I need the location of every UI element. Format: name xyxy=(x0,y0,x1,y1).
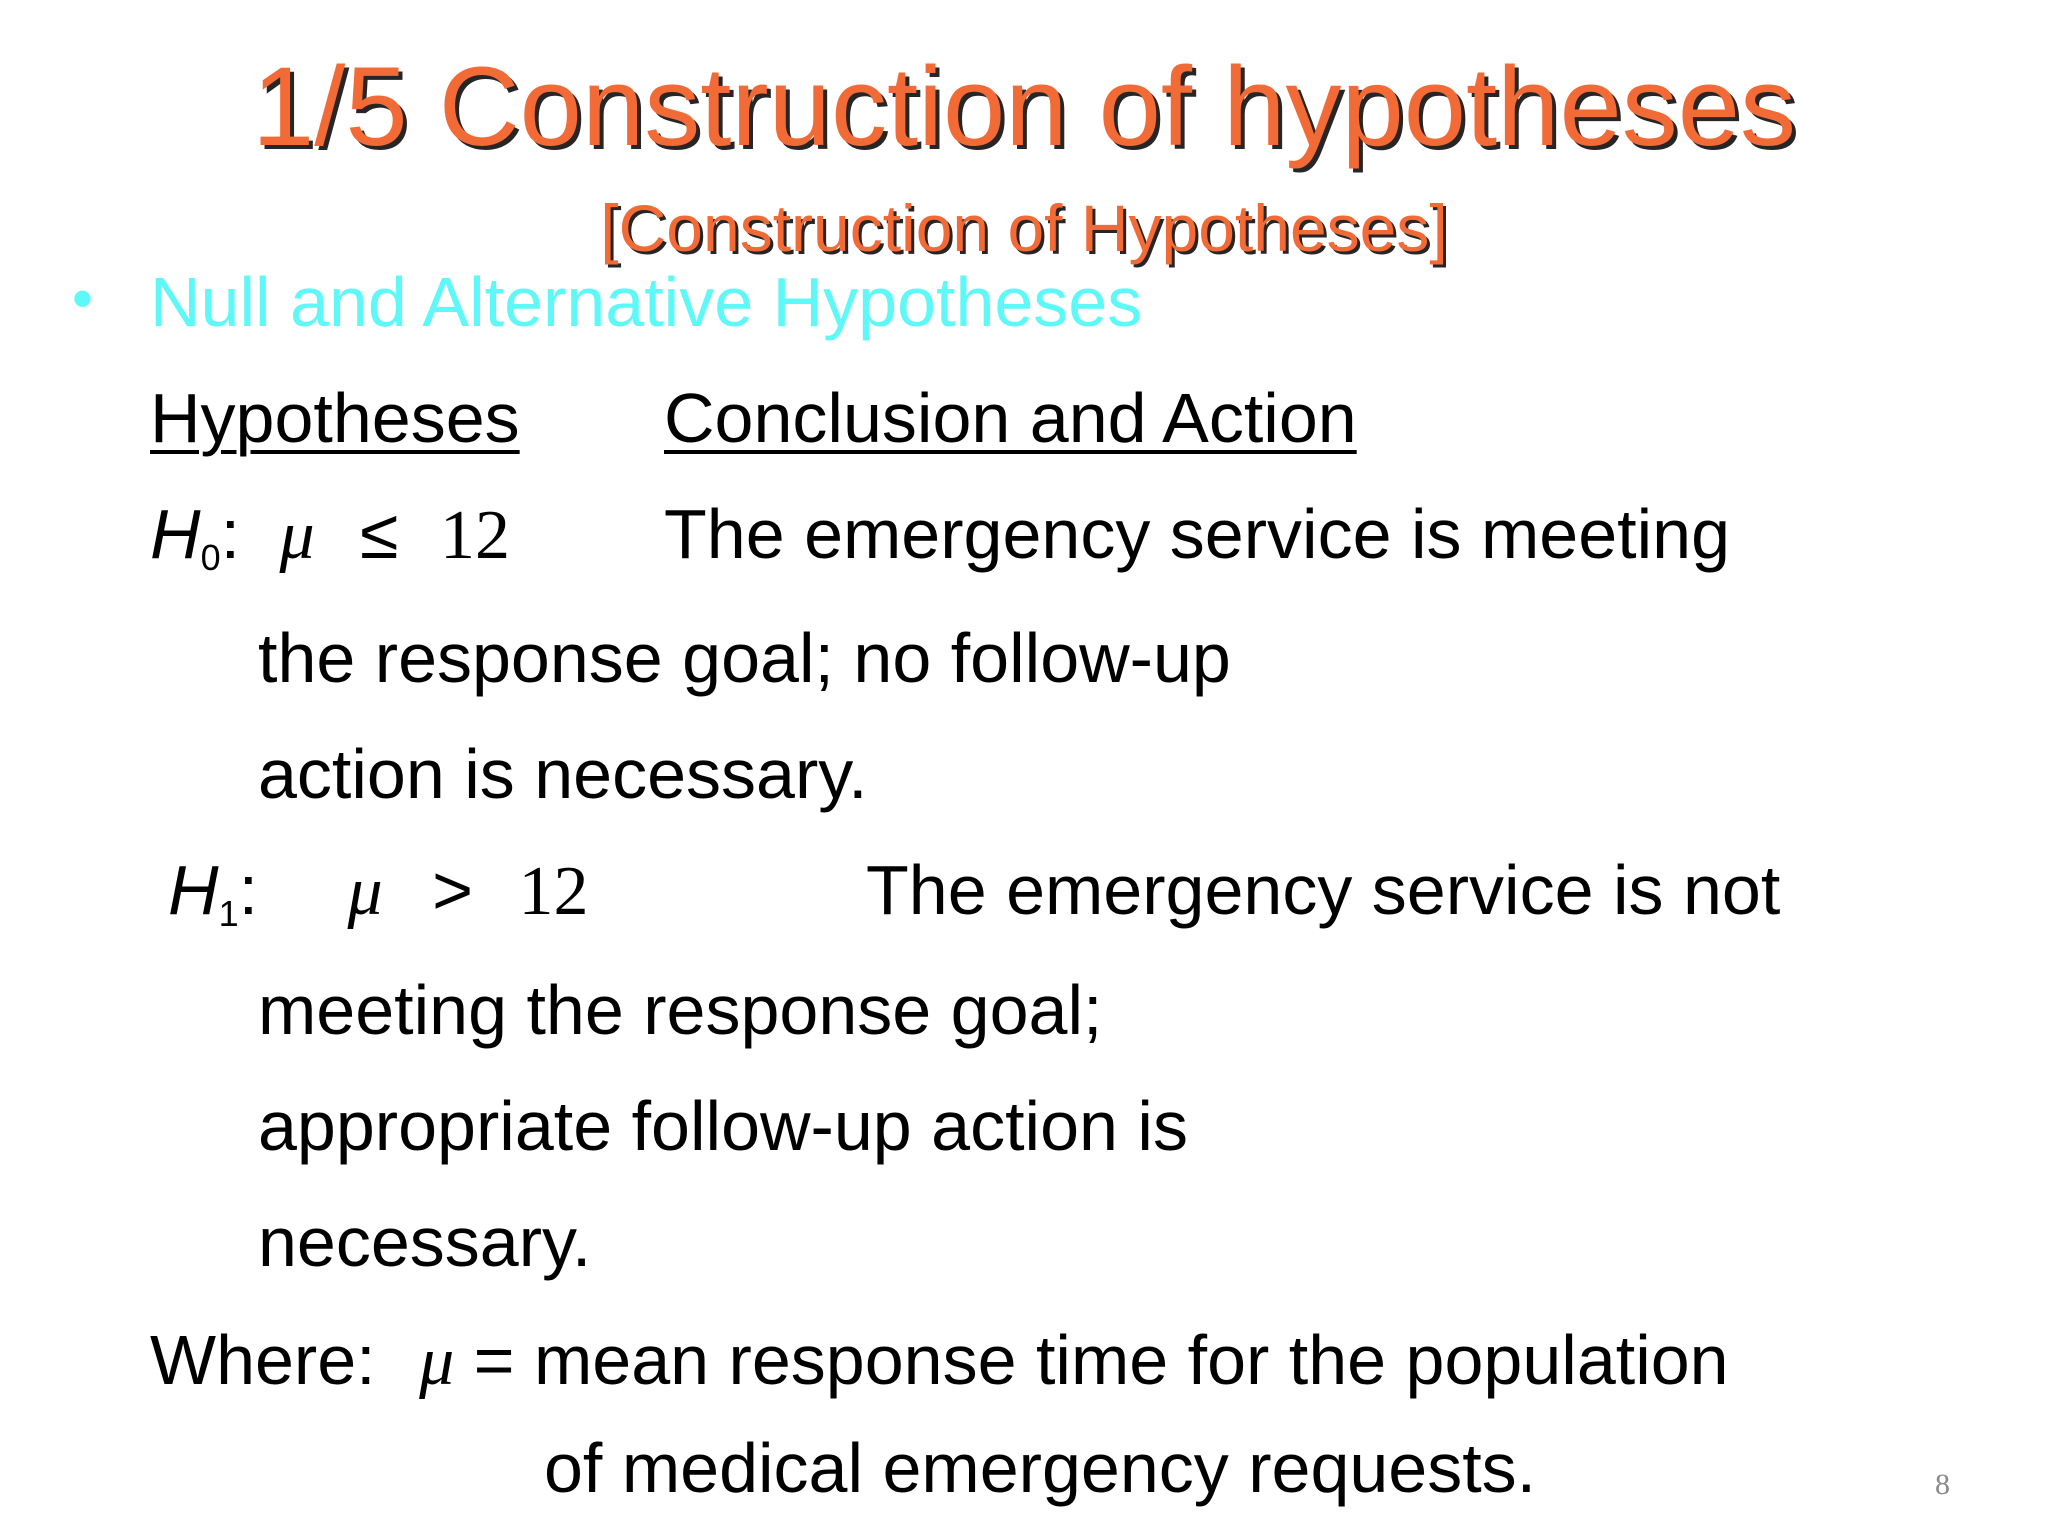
where-line xyxy=(150,1320,1729,1402)
slide-title: 1/5 Construction of hypotheses xyxy=(251,44,1797,169)
h1-subscript: 1 xyxy=(218,893,239,934)
header-conclusion: Conclusion and Action xyxy=(664,379,1357,457)
h1-mu: μ xyxy=(347,853,383,930)
h1-value: 12 xyxy=(518,853,589,930)
h0-action-cont-1: the response goal; no follow-up xyxy=(258,619,1231,697)
h0-action-cont-2: action is necessary. xyxy=(258,735,868,813)
h0-symbol: H xyxy=(150,495,201,573)
h0-colon: : xyxy=(220,495,241,573)
h1-action-cont-1: meeting the response goal; xyxy=(258,971,1103,1049)
bullet-text: Null and Alternative Hypotheses xyxy=(150,263,1143,341)
h1-expression xyxy=(168,850,588,935)
h0-value: 12 xyxy=(439,497,510,574)
where-cont: of medical emergency requests. xyxy=(544,1429,1537,1507)
h1-operator: > xyxy=(432,851,473,929)
where-label: Where: xyxy=(150,1321,376,1399)
where-mu: μ xyxy=(419,1323,455,1400)
bullet-icon: • xyxy=(72,265,94,332)
h0-expression xyxy=(150,494,510,579)
h0-operator: ≤ xyxy=(360,495,399,573)
h1-symbol: H xyxy=(168,851,219,929)
h1-action-cont-3: necessary. xyxy=(258,1203,592,1281)
where-definition: = mean response time for the population xyxy=(473,1321,1729,1399)
h0-subscript: 0 xyxy=(200,537,221,578)
h1-action-cont-2: appropriate follow-up action is xyxy=(258,1087,1188,1165)
h0-action: The emergency service is meeting xyxy=(664,495,1730,573)
slide-subtitle: [Construction of Hypotheses] xyxy=(600,191,1448,265)
header-hypotheses: Hypotheses xyxy=(150,379,520,457)
h0-mu: μ xyxy=(279,497,315,574)
page-number: 8 xyxy=(1935,1468,1950,1501)
h1-colon: : xyxy=(238,851,259,929)
h1-action: The emergency service is not xyxy=(866,851,1781,929)
